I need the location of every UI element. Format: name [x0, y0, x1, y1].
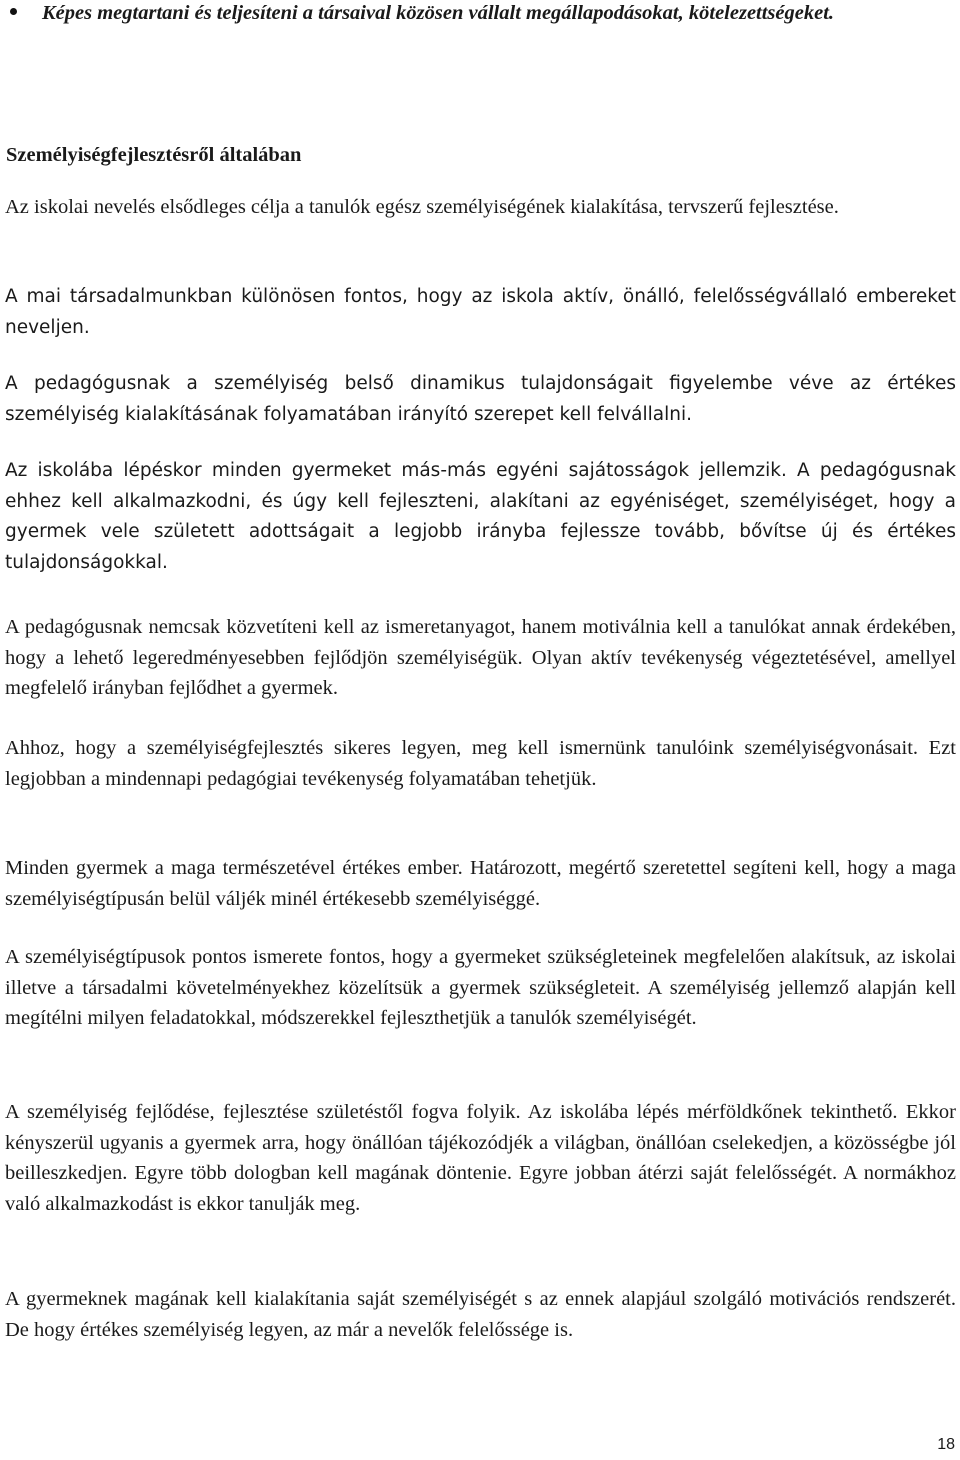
bullet-item	[6, 0, 956, 29]
paragraph-6: Ahhoz, hogy a személyiségfejlesztés sikeres legyen, meg kell ismernünk tanulóink személyiségvonásait. Ezt legjobban a mindennapi pedagógiai tevékenység folyamatában tehetjük.	[5, 737, 956, 790]
bullet-icon	[10, 8, 17, 15]
section-heading: Személyiségfejlesztésről általában	[6, 144, 302, 166]
paragraph-1: Az iskolai nevelés elsődleges célja a tanulók egész személyiségének kialakítása, tervszerű fejlesztése.	[5, 196, 839, 218]
paragraph-4: Az iskolába lépéskor minden gyermeket más-más egyéni sajátosságok jellemzik. A pedagógusnak ehhez kell alkalmazkodni, és úgy kell fejleszteni, alakítani az egyéniséget, személyiséget, hogy a gyermek vele született adottságait a legjobb irányba fejlessze tovább, bővítse új és értékes tulajdonságokkal.	[5, 460, 956, 573]
paragraph-2: A mai társadalmunkban különösen fontos, hogy az iskola aktív, önálló, felelősségvállaló embereket neveljen.	[5, 286, 956, 338]
paragraph-5: A pedagógusnak nemcsak közvetíteni kell az ismeretanyagot, hanem motiválnia kell a tanulókat annak érdekében, hogy a lehető legeredményesebben fejlődjön személyiségük. Olyan aktív tevékenység végeztetésével, amellyel megfelelő irányban fejlődhet a gyermek.	[5, 616, 956, 699]
paragraph-3: A pedagógusnak a személyiség belső dinamikus tulajdonságait figyelembe véve az értékes személyiség kialakításának folyamatában irányító szerepet kell felvállalni.	[5, 373, 956, 425]
paragraph-7: Minden gyermek a maga természetével értékes ember. Határozott, megértő szeretettel segíteni kell, hogy a maga személyiségtípusán belül váljék minél értékesebb személyiséggé.	[5, 857, 956, 910]
paragraph-10: A gyermeknek magának kell kialakítania saját személyiségét s az ennek alapjául szolgáló motivációs rendszerét. De hogy értékes személyiség legyen, az már a nevelők felelőssége is.	[5, 1288, 956, 1341]
bullet-item-text: Képes megtartani és teljesíteni a társaival közösen vállalt megállapodásokat, kötelezettségeket.	[42, 2, 835, 24]
paragraph-9: A személyiség fejlődése, fejlesztése születéstől fogva folyik. Az iskolába lépés mérföldkőnek tekinthető. Ekkor kényszerül ugyanis a gyermek arra, hogy önállóan tájékozódjék a világban, önállóan cselekedjen, a közösségbe jól beilleszkedjen. Egyre több dologban kell magának döntenie. Egyre jobban átérzi saját felelősségét. A normákhoz való alkalmazkodást is ekkor tanulják meg.	[5, 1101, 956, 1215]
page-number: 18	[937, 1436, 955, 1453]
paragraph-8: A személyiségtípusok pontos ismerete fontos, hogy a gyermeket szükségleteinek megfelelően alakítsuk, az iskolai illetve a társadalmi követelményekhez közelítsük a gyermek szükségleteit. A személyiség jellemző alapján kell megítélni milyen feladatokkal, módszerekkel fejleszthetjük a tanulók személyiségét.	[5, 946, 956, 1029]
